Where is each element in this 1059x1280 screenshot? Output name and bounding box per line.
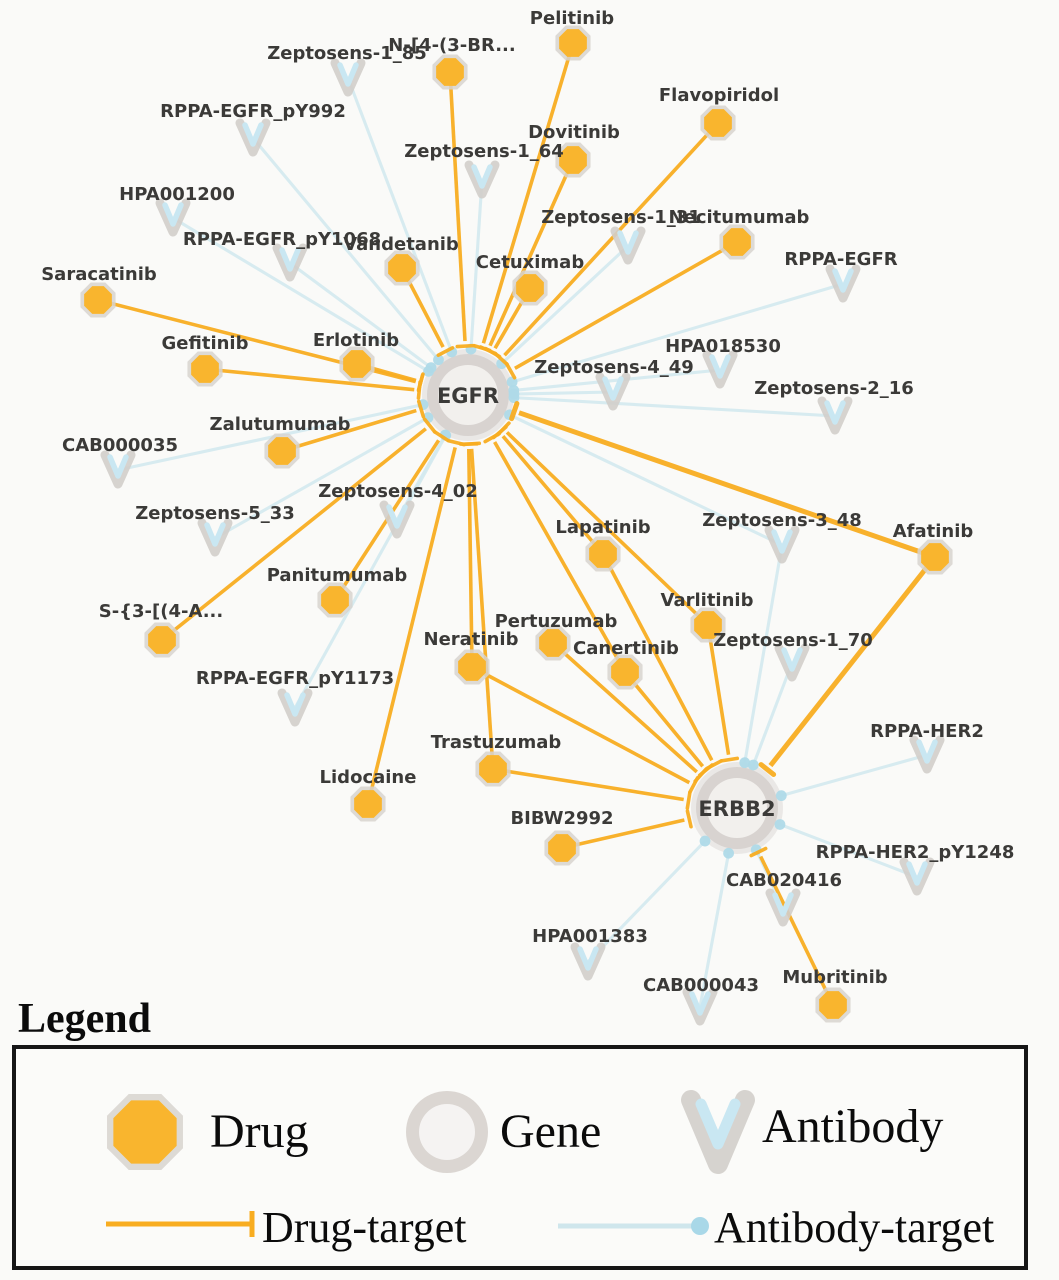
node-label-rppa-egfr-py1173: RPPA-EGFR_pY1173 <box>195 668 395 689</box>
node-label-zeptosens-1-70: Zeptosens-1_70 <box>713 630 873 651</box>
drug-octagon <box>589 540 617 568</box>
drug-node-lidocaine[interactable] <box>350 786 385 821</box>
node-label-rppa-her2-py1248: RPPA-HER2_pY1248 <box>815 842 1015 863</box>
edge-endpoint-tack <box>687 792 690 808</box>
drug-octagon <box>436 58 464 86</box>
node-label-canertinib: Canertinib <box>573 638 679 659</box>
node-label-cetuximab: Cetuximab <box>475 252 585 273</box>
antibody-node-zeptosens-1-64[interactable] <box>469 165 495 194</box>
drug-node-pelitinib[interactable] <box>555 25 590 60</box>
antibody-node-rppa-egfr-py1068[interactable] <box>277 248 303 277</box>
edge-endpoint-dot <box>748 760 759 771</box>
node-label-zeptosens-1-85: Zeptosens-1_85 <box>267 43 427 64</box>
drug-octagon <box>388 254 416 282</box>
drug-octagon <box>819 991 847 1019</box>
legend-antibody-target-icon <box>552 1208 722 1244</box>
node-label-zalutumumab: Zalutumumab <box>209 414 351 435</box>
drug-octagon <box>921 543 949 571</box>
drug-node-flavopiridol[interactable] <box>700 105 735 140</box>
drug-node-erlotinib[interactable] <box>339 346 374 381</box>
node-label-trastuzumab: Trastuzumab <box>430 732 562 753</box>
legend-drug-label: Drug <box>210 1105 309 1158</box>
drug-octagon <box>559 29 587 57</box>
drug-octagon-icon <box>113 1100 176 1163</box>
edge-endpoint-tack <box>721 758 737 761</box>
drug-octagon <box>343 350 371 378</box>
node-label-rppa-egfr: RPPA-EGFR <box>784 249 898 270</box>
drug-octagon <box>191 355 219 383</box>
drug-node-necitumumab[interactable] <box>719 224 754 259</box>
node-label-hpa018530: HPA018530 <box>665 336 781 357</box>
drug-octagon <box>321 586 349 614</box>
antibody-target-edge <box>348 78 452 352</box>
drug-node-mubritinib[interactable] <box>815 987 850 1022</box>
drug-octagon <box>516 274 544 302</box>
antibody-node-rppa-her2[interactable] <box>914 740 940 769</box>
antibody-node-cab000043[interactable] <box>687 992 713 1021</box>
antibody-node-rppa-her2-py1248[interactable] <box>904 862 930 891</box>
legend-antibody-label: Antibody <box>762 1100 944 1153</box>
node-label-dovitinib: Dovitinib <box>528 122 620 143</box>
node-label-zeptosens-5-33: Zeptosens-5_33 <box>135 503 295 524</box>
drug-node-s-3-4-a[interactable] <box>144 622 179 657</box>
drug-node-panitumumab[interactable] <box>317 582 352 617</box>
edge-endpoint-dot <box>775 819 786 830</box>
legend-antibody-target-label: Antibody-target <box>714 1203 995 1252</box>
legend-drug-target-label: Drug-target <box>262 1203 467 1252</box>
node-label-pelitinib: Pelitinib <box>529 8 615 29</box>
drug-node-saracatinib[interactable] <box>80 282 115 317</box>
antibody-target-edge <box>514 398 835 416</box>
edge-endpoint-dot <box>776 790 787 801</box>
antibody-node-hpa001200[interactable] <box>160 203 186 232</box>
drug-node-lapatinib[interactable] <box>585 536 620 571</box>
drug-node-vandetanib[interactable] <box>384 250 419 285</box>
edge-endpoint-tack <box>457 346 473 347</box>
node-label-zeptosens-2-16: Zeptosens-2_16 <box>754 378 914 399</box>
node-label-cab020416: CAB020416 <box>725 870 843 891</box>
node-label-hpa001383: HPA001383 <box>532 926 648 947</box>
drug-node-neratinib[interactable] <box>454 649 489 684</box>
node-label-zeptosens-4-02: Zeptosens-4_02 <box>318 481 478 502</box>
node-label-rppa-egfr-py1068: RPPA-EGFR_pY1068 <box>182 229 382 250</box>
drug-octagon <box>539 629 567 657</box>
node-label-zeptosens-4-49: Zeptosens-4_49 <box>534 357 694 378</box>
antibody-node-zeptosens-4-02[interactable] <box>384 505 410 534</box>
legend-gene-icon <box>402 1087 492 1177</box>
node-label-zeptosens-1-64: Zeptosens-1_64 <box>404 141 564 162</box>
drug-octagon <box>354 790 382 818</box>
legend-antibody-icon <box>676 1078 760 1184</box>
drug-octagon <box>723 228 751 256</box>
node-label-erlotinib: Erlotinib <box>312 330 400 351</box>
node-label-hpa001200: HPA001200 <box>119 184 235 205</box>
antibody-node-zeptosens-1-70[interactable] <box>779 648 805 677</box>
drug-node-n-4-3-br[interactable] <box>432 54 467 89</box>
drug-octagon <box>548 834 576 862</box>
antibody-node-rppa-egfr-py1173[interactable] <box>282 693 308 722</box>
antibody-target-edge <box>745 545 782 763</box>
antibody-node-rppa-egfr[interactable] <box>830 269 856 298</box>
edge-endpoint-dot <box>700 836 711 847</box>
antibody-node-cab000035[interactable] <box>105 455 131 484</box>
legend-drug-target-icon <box>100 1206 270 1242</box>
edge-endpoint-tack <box>419 374 423 389</box>
drug-octagon <box>268 437 296 465</box>
gene-label: ERBB2 <box>698 797 776 821</box>
drug-node-zalutumumab[interactable] <box>264 433 299 468</box>
drug-octagon <box>611 658 639 686</box>
node-label-panitumumab: Panitumumab <box>266 565 408 586</box>
drug-node-bibw2992[interactable] <box>544 830 579 865</box>
drug-octagon <box>479 755 507 783</box>
antibody-node-zeptosens-5-33[interactable] <box>202 523 228 552</box>
drug-node-gefitinib[interactable] <box>187 351 222 386</box>
legend-drug-icon <box>100 1087 190 1177</box>
node-label-saracatinib: Saracatinib <box>41 264 157 285</box>
edge-endpoint-dot <box>426 362 437 373</box>
node-label-rppa-egfr-py992: RPPA-EGFR_pY992 <box>160 101 346 122</box>
node-label-rppa-her2: RPPA-HER2 <box>870 721 984 742</box>
drug-octagon <box>84 286 112 314</box>
node-label-varlitinib: Varlitinib <box>660 590 754 611</box>
antibody-node-zeptosens-1-85[interactable] <box>335 63 361 92</box>
node-label-s-3-4-a: S-{3-[(4-A... <box>98 601 224 622</box>
drug-node-afatinib[interactable] <box>917 539 952 574</box>
legend-gene-label: Gene <box>500 1105 602 1158</box>
node-label-cab000043: CAB000043 <box>642 975 760 996</box>
drug-octagon <box>704 109 732 137</box>
antibody-target-edge <box>781 755 927 796</box>
antibody-target-dot <box>691 1217 709 1235</box>
node-label-cab000035: CAB000035 <box>61 435 179 456</box>
node-label-flavopiridol: Flavopiridol <box>658 85 780 106</box>
gene-inner-icon <box>419 1104 475 1160</box>
legend-heading: Legend <box>18 996 152 1042</box>
drug-octagon <box>458 653 486 681</box>
node-label-zeptosens-3-48: Zeptosens-3_48 <box>702 510 862 531</box>
drug-target-edge <box>493 769 684 799</box>
node-label-neratinib: Neratinib <box>423 629 519 650</box>
drug-target-edge <box>450 72 465 341</box>
gene-label: EGFR <box>436 384 500 408</box>
node-label-necitumumab: Necitumumab <box>668 207 810 228</box>
node-label-lidocaine: Lidocaine <box>319 767 417 788</box>
edge-endpoint-dot <box>723 848 734 859</box>
node-label-zeptosens-1-31: Zeptosens-1_31 <box>541 207 701 228</box>
antibody-target-edge <box>514 392 613 394</box>
antibody-node-zeptosens-3-48[interactable] <box>769 530 795 559</box>
drug-node-canertinib[interactable] <box>607 654 642 689</box>
node-label-mubritinib: Mubritinib <box>782 967 888 988</box>
node-label-n-4-3-br: N-[4-(3-BR... <box>388 35 516 56</box>
antibody-node-hpa018530[interactable] <box>707 355 733 384</box>
antibody-node-hpa001383[interactable] <box>575 947 601 976</box>
node-label-lapatinib: Lapatinib <box>555 517 651 538</box>
node-label-afatinib: Afatinib <box>892 521 974 542</box>
antibody-node-zeptosens-2-16[interactable] <box>822 401 848 430</box>
drug-node-trastuzumab[interactable] <box>475 751 510 786</box>
drug-node-cetuximab[interactable] <box>512 270 547 305</box>
node-label-vandetanib: Vandetanib <box>343 234 459 255</box>
node-label-gefitinib: Gefitinib <box>161 333 249 354</box>
node-label-pertuzumab: Pertuzumab <box>494 611 618 632</box>
edge-endpoint-tack <box>687 811 691 827</box>
node-label-bibw2992: BIBW2992 <box>510 808 614 829</box>
drug-octagon <box>148 626 176 654</box>
